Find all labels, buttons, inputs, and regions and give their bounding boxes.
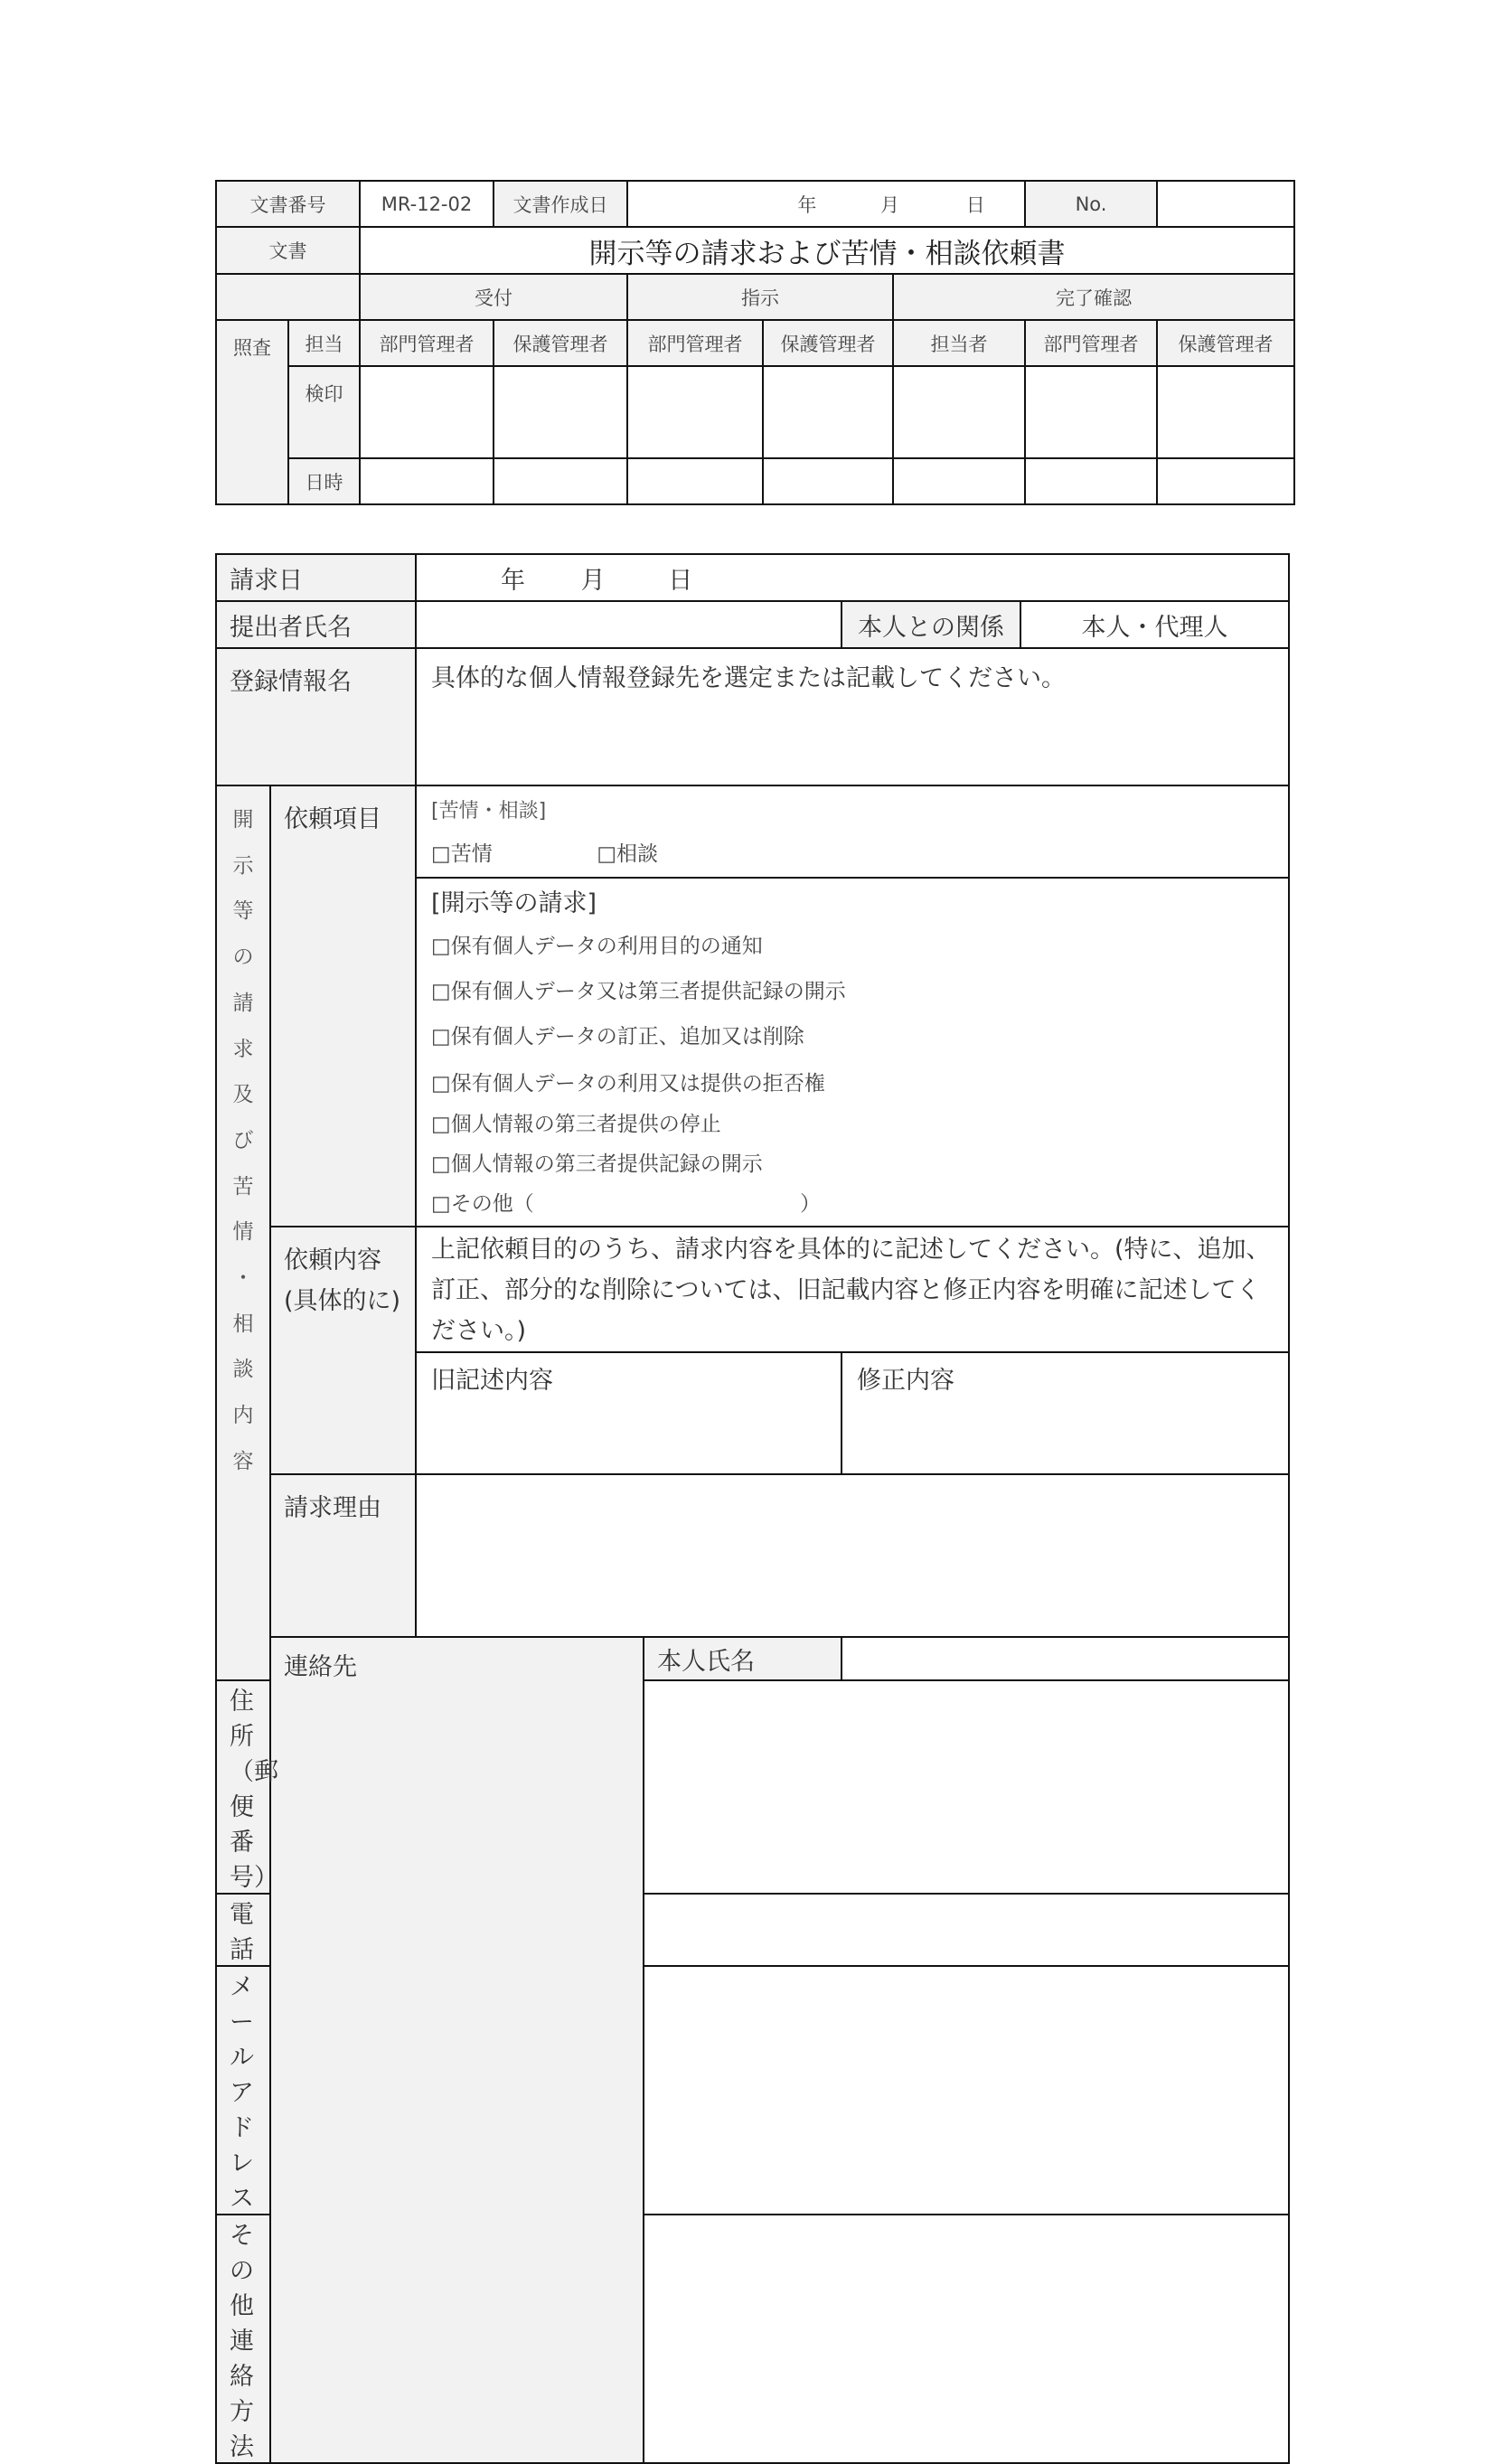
disclosure-section — [416, 878, 1289, 1227]
contact-phone-label: 電話 — [216, 1894, 270, 1966]
role-protection-manager-2: 保護管理者 — [763, 320, 893, 366]
new-content-field[interactable] — [842, 1352, 1289, 1474]
seal-cell-6[interactable] — [1025, 366, 1157, 458]
vertical-char: び — [232, 1128, 254, 1152]
option-other-close: ） — [800, 1192, 821, 1216]
vertical-char: 示 — [232, 853, 254, 878]
option-other[interactable]: □その他（ — [431, 1192, 534, 1216]
doc-number-value: MR-12-02 — [360, 181, 494, 227]
request-date-label: 請求日 — [216, 554, 416, 601]
vertical-section-label — [216, 785, 270, 1680]
vertical-char: 等 — [232, 899, 254, 924]
old-content-field[interactable] — [416, 1352, 842, 1474]
created-day: 日 — [965, 193, 985, 216]
seal-cell-3[interactable] — [627, 366, 763, 458]
check-label: 照査 — [216, 320, 288, 504]
items-label: 依頼項目 — [270, 785, 416, 1227]
datetime-cell-6[interactable] — [1025, 458, 1157, 504]
vertical-char: 開 — [232, 808, 254, 832]
no-value[interactable] — [1157, 181, 1294, 227]
consult-checkbox[interactable]: □相談 — [597, 842, 659, 866]
role-dept-manager-1: 部門管理者 — [360, 320, 494, 366]
option-disclosure[interactable]: □保有個人データ又は第三者提供記録の開示 — [431, 980, 846, 1003]
vertical-char: 相 — [232, 1312, 254, 1336]
contact-phone-field[interactable] — [644, 1894, 1289, 1966]
request-year: 年 — [501, 566, 525, 595]
request-date-value[interactable] — [416, 554, 1289, 601]
header-blank-cell — [216, 274, 360, 320]
tanto-label: 担当 — [288, 320, 360, 366]
vertical-char: ・ — [232, 1266, 254, 1291]
contact-name-label: 本人氏名 — [644, 1637, 842, 1680]
datetime-cell-2[interactable] — [494, 458, 627, 504]
option-usage-purpose[interactable]: □保有個人データの利用目的の通知 — [431, 935, 763, 958]
contact-other-field[interactable] — [644, 2215, 1289, 2463]
old-content-label: 旧記述内容 — [431, 1367, 553, 1395]
role-protection-manager-1: 保護管理者 — [494, 320, 627, 366]
seal-label: 検印 — [288, 366, 360, 458]
option-third-party-records[interactable]: □個人情報の第三者提供記録の開示 — [431, 1152, 763, 1176]
contact-email-field[interactable] — [644, 1966, 1289, 2215]
relation-value[interactable]: 本人・代理人 — [1020, 601, 1289, 648]
contact-name-field[interactable] — [842, 1637, 1289, 1680]
vertical-char: 請 — [232, 991, 254, 1015]
datetime-cell-5[interactable] — [893, 458, 1025, 504]
submitter-label: 提出者氏名 — [216, 601, 416, 648]
role-protection-manager-3: 保護管理者 — [1157, 320, 1294, 366]
seal-cell-5[interactable] — [893, 366, 1025, 458]
contact-address-field[interactable] — [644, 1680, 1289, 1894]
content-instructions: 上記依頼目的のうち、請求内容を具体的に記述してください。(特に、追加、訂正、部分的な削除については、旧記載内容と修正内容を明確に記述してください。) — [416, 1227, 1289, 1352]
seal-cell-7[interactable] — [1157, 366, 1294, 458]
vertical-char: 談 — [232, 1358, 254, 1382]
contact-email-label: メールアドレス — [216, 1966, 270, 2215]
datetime-cell-4[interactable] — [763, 458, 893, 504]
complaint-checkbox[interactable]: □苦情 — [431, 842, 493, 866]
content-label — [270, 1227, 416, 1474]
datetime-cell-3[interactable] — [627, 458, 763, 504]
contact-other-label: その他連絡方法 — [216, 2215, 270, 2463]
vertical-char: 容 — [232, 1449, 254, 1473]
document-title: 開示等の請求および苦情・相談依頼書 — [360, 227, 1294, 274]
option-correction[interactable]: □保有個人データの訂正、追加又は削除 — [431, 1025, 804, 1049]
reason-field[interactable] — [416, 1474, 1289, 1637]
role-person-in-charge: 担当者 — [893, 320, 1025, 366]
vertical-char: 及 — [232, 1083, 254, 1107]
complaint-header: [苦情・相談] — [431, 800, 547, 823]
submitter-name-field[interactable] — [416, 601, 842, 648]
group-instruction: 指示 — [627, 274, 893, 320]
created-year: 年 — [797, 193, 817, 216]
request-form-table — [215, 553, 1290, 2464]
registration-label: 登録情報名 — [216, 648, 416, 785]
option-stop-third-party[interactable]: □個人情報の第三者提供の停止 — [431, 1113, 721, 1136]
group-completion: 完了確認 — [893, 274, 1294, 320]
group-received: 受付 — [360, 274, 627, 320]
doc-number-label: 文書番号 — [216, 181, 360, 227]
vertical-char: 求 — [232, 1037, 254, 1061]
vertical-char: 情 — [232, 1220, 254, 1245]
seal-cell-1[interactable] — [360, 366, 494, 458]
content-label-main: 依頼内容 — [284, 1246, 381, 1274]
datetime-label: 日時 — [288, 458, 360, 504]
created-month: 月 — [880, 193, 900, 216]
created-date-value[interactable] — [627, 181, 1025, 227]
vertical-char: の — [232, 945, 254, 970]
vertical-char: 苦 — [232, 1174, 254, 1199]
document-control-table — [215, 180, 1295, 505]
relation-label: 本人との関係 — [842, 601, 1020, 648]
registration-field[interactable] — [416, 648, 1289, 785]
vertical-char: 内 — [232, 1404, 254, 1428]
no-label: No. — [1025, 181, 1157, 227]
reason-label: 請求理由 — [270, 1474, 416, 1637]
request-day: 日 — [668, 566, 693, 595]
datetime-cell-1[interactable] — [360, 458, 494, 504]
request-month: 月 — [580, 566, 606, 595]
option-refusal[interactable]: □保有個人データの利用又は提供の拒否権 — [431, 1072, 825, 1096]
disclosure-header: [開示等の請求] — [431, 889, 597, 917]
doc-label: 文書 — [216, 227, 360, 274]
seal-cell-4[interactable] — [763, 366, 893, 458]
datetime-cell-7[interactable] — [1157, 458, 1294, 504]
seal-cell-2[interactable] — [494, 366, 627, 458]
contact-address-label: 住所（郵便番号） — [216, 1680, 270, 1894]
registration-instructions: 具体的な個人情報登録先を選定または記載してください。 — [431, 664, 1066, 692]
created-date-label: 文書作成日 — [494, 181, 627, 227]
content-label-sub: (具体的に) — [284, 1287, 401, 1315]
role-dept-manager-3: 部門管理者 — [1025, 320, 1157, 366]
role-dept-manager-2: 部門管理者 — [627, 320, 763, 366]
new-content-label: 修正内容 — [857, 1367, 954, 1395]
complaint-section — [416, 785, 1289, 878]
contact-label: 連絡先 — [270, 1637, 644, 2463]
